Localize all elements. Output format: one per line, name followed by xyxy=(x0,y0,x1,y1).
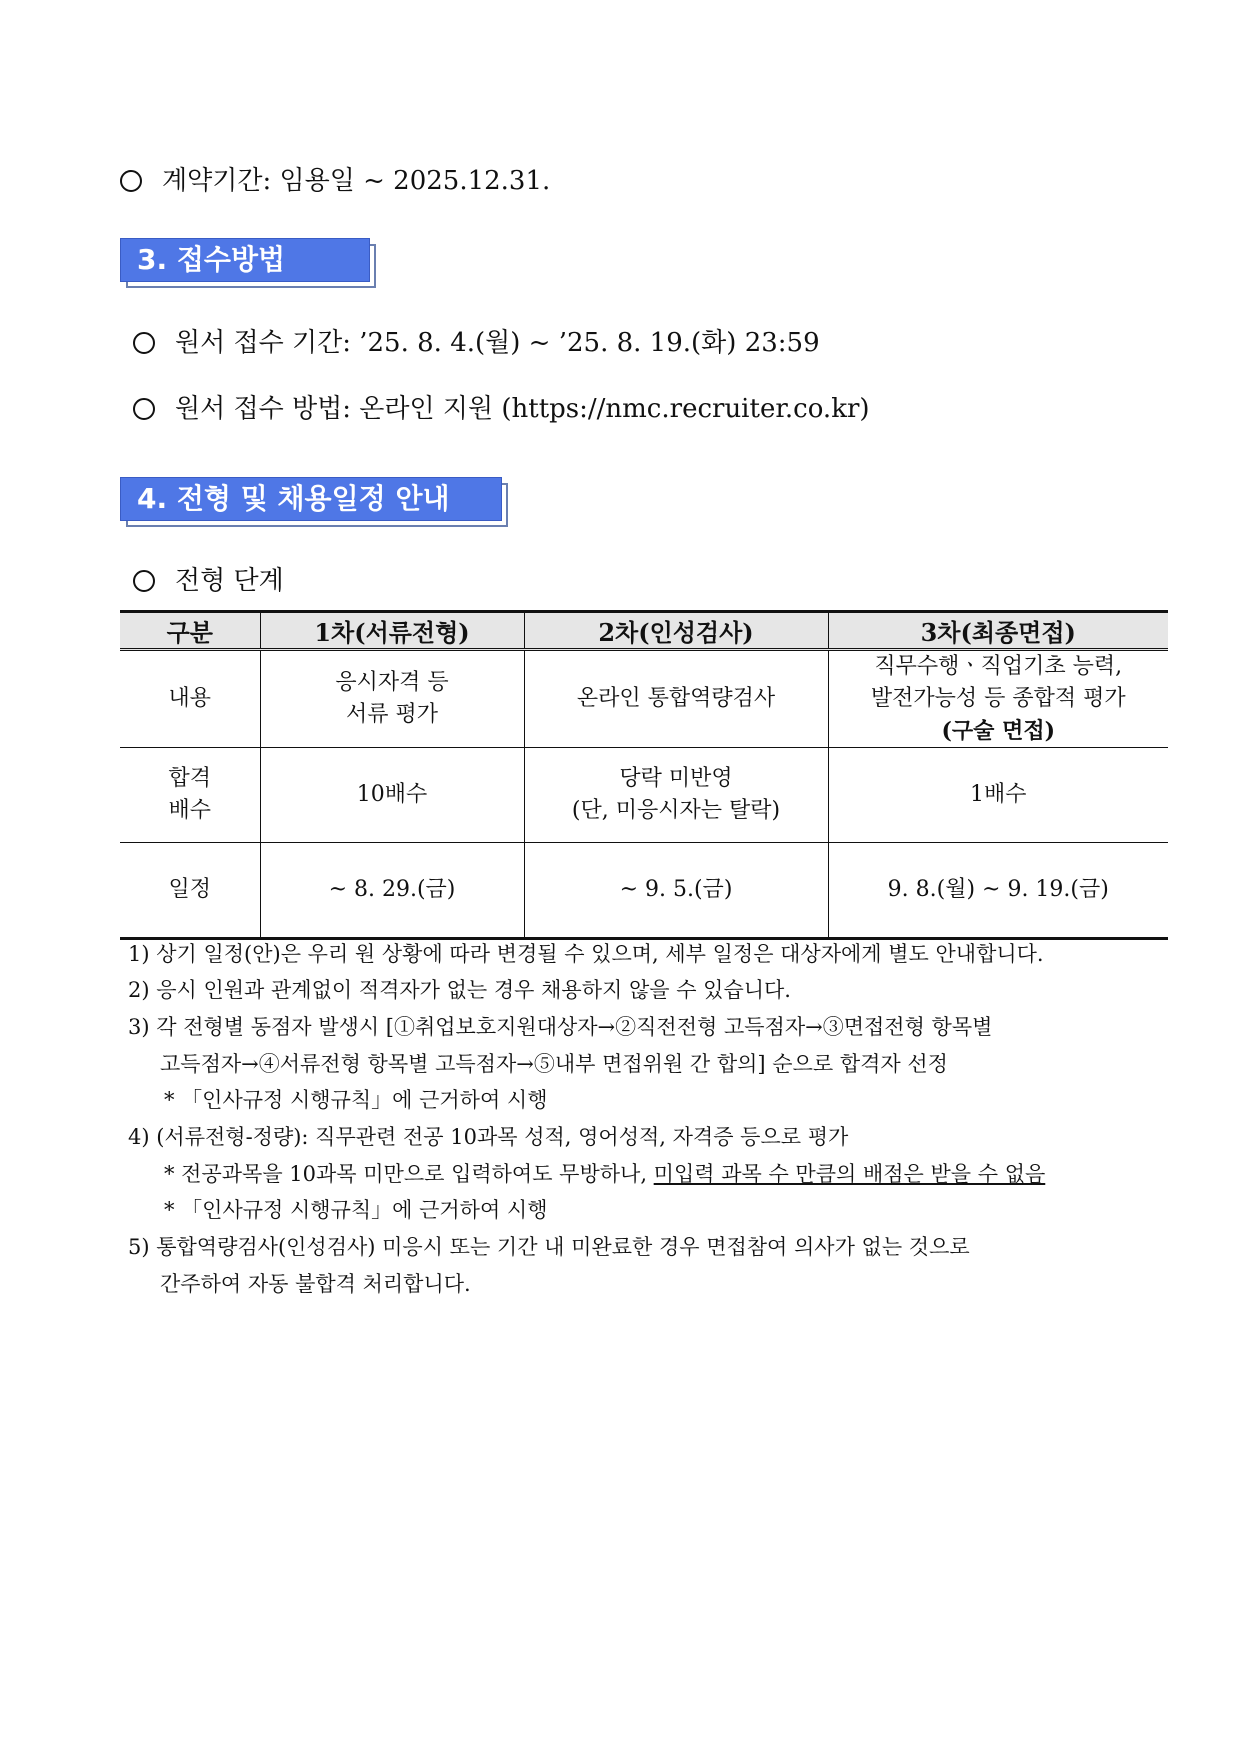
application-method-text: 원서 접수 방법: 온라인 지원 (https://nmc.recruiter.co.kr) xyxy=(175,394,870,424)
note-5-line-1: 5) 통합역량검사(인성검사) 미응시 또는 기간 내 미완료한 경우 면접참여 의사가 없는 것으로 xyxy=(128,1235,970,1259)
stages-label-line xyxy=(133,560,284,597)
note-4-line-1: 4) (서류전형-정량): 직무관련 전공 10과목 성적, 영어성적, 자격증 등으로 평가 xyxy=(128,1125,849,1149)
cell-line: (구술 면접) xyxy=(941,718,1055,744)
section-3-title: 3. 접수방법 xyxy=(120,238,370,282)
schedule-stage-2 xyxy=(524,843,828,939)
schedule-stage-1 xyxy=(260,843,524,939)
table-row-pass-ratio xyxy=(120,748,1168,843)
header-stage-2: 2차(인성검사) xyxy=(524,612,828,650)
stages-label-text: 전형 단계 xyxy=(175,566,284,596)
cell-line: 10배수 xyxy=(356,782,428,807)
cell-line: 직무수행ㆍ직업기초 능력, xyxy=(874,654,1123,679)
circle-bullet-icon xyxy=(120,170,142,192)
application-period-text: 원서 접수 기간: ’25. 8. 4.(월) ~ ’25. 8. 19.(화) 23:59 xyxy=(175,328,820,358)
note-3-sub: * 「인사규정 시행규칙」에 근거하여 시행 xyxy=(164,1088,548,1112)
pass-ratio-stage-3 xyxy=(828,748,1168,843)
header-stage-1: 1차(서류전형) xyxy=(260,612,524,650)
note-3-line-1: 3) 각 전형별 동점자 발생시 [①취업보호지원대상자→②직전전형 고득점자→③면접전형 항목별 xyxy=(128,1015,993,1039)
note-4-sub-2: * 「인사규정 시행규칙」에 근거하여 시행 xyxy=(164,1198,548,1222)
cell-line: 응시자격 등 xyxy=(335,670,449,695)
pass-ratio-stage-2 xyxy=(524,748,828,843)
note-4-underlined-text: 미입력 과목 수 만큼의 배점은 받을 수 없음 xyxy=(653,1162,1046,1186)
content-stage-1 xyxy=(260,650,524,748)
cell-line: 온라인 통합역량검사 xyxy=(576,686,776,711)
circle-bullet-icon xyxy=(133,332,155,354)
table-header-row xyxy=(120,612,1168,650)
row-label-content: 내용 xyxy=(120,650,260,748)
note-4-sub-1 xyxy=(164,1158,1045,1188)
stages-table xyxy=(120,610,1168,940)
cell-line: ~ 9. 5.(금) xyxy=(619,877,733,902)
cell-line: (단, 미응시자는 탈락) xyxy=(571,798,781,823)
pass-ratio-stage-1 xyxy=(260,748,524,843)
circle-bullet-icon xyxy=(133,570,155,592)
note-1: 1) 상기 일정(안)은 우리 원 상황에 따라 변경될 수 있으며, 세부 일정은 대상자에게 별도 안내합니다. xyxy=(128,942,1044,966)
note-3-line-2: 고득점자→④서류전형 항목별 고득점자→⑤내부 면접위원 간 합의] 순으로 합격자 선정 xyxy=(160,1052,948,1076)
application-method-line xyxy=(133,388,870,425)
content-stage-3 xyxy=(828,650,1168,748)
contract-period-line xyxy=(120,160,550,197)
section-4-title: 4. 전형 및 채용일정 안내 xyxy=(120,477,502,521)
section-4-heading xyxy=(120,477,502,521)
note-2: 2) 응시 인원과 관계없이 적격자가 없는 경우 채용하지 않을 수 있습니다. xyxy=(128,978,791,1002)
cell-line: ~ 8. 29.(금) xyxy=(328,877,456,902)
cell-line: 당락 미반영 xyxy=(619,766,733,791)
row-label-schedule: 일정 xyxy=(120,843,260,939)
cell-line: 배수 xyxy=(168,798,211,823)
table-row-content xyxy=(120,650,1168,748)
cell-line: 발전가능성 등 종합적 평가 xyxy=(870,686,1126,711)
note-4-sub-1-text: * 전공과목을 10과목 미만으로 입력하여도 무방하나, xyxy=(164,1162,654,1186)
header-stage-3: 3차(최종면접) xyxy=(828,612,1168,650)
table-row-schedule xyxy=(120,843,1168,939)
row-label-pass-ratio xyxy=(120,748,260,843)
cell-line: 9. 8.(월) ~ 9. 19.(금) xyxy=(887,877,1109,902)
schedule-stage-3 xyxy=(828,843,1168,939)
cell-line: 합격 xyxy=(168,766,211,791)
content-stage-2 xyxy=(524,650,828,748)
header-category: 구분 xyxy=(120,612,260,650)
cell-line: 1배수 xyxy=(969,782,1027,807)
note-5-line-2: 간주하여 자동 불합격 처리합니다. xyxy=(160,1272,471,1296)
application-period-line xyxy=(133,322,820,359)
circle-bullet-icon xyxy=(133,398,155,420)
cell-line: 서류 평가 xyxy=(345,702,438,727)
section-3-heading xyxy=(120,238,370,282)
contract-period-text: 계약기간: 임용일 ~ 2025.12.31. xyxy=(162,166,551,196)
